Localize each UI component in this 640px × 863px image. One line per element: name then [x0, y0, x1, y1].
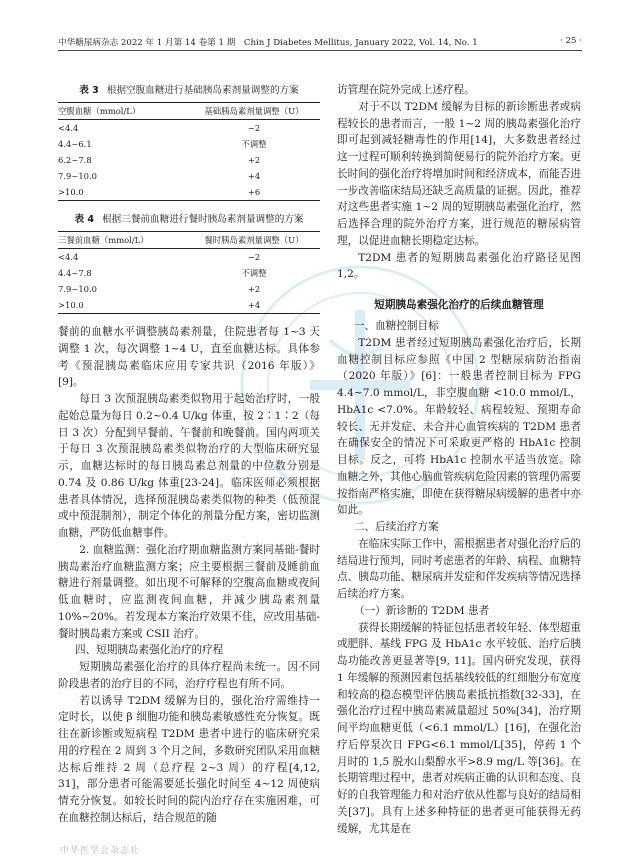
table-cell: 7.9~10.0	[58, 284, 97, 294]
table-cell: <4.4	[58, 252, 79, 262]
paragraph: 2. 血糖监测：强化治疗期血糖监测方案同基础-餐时胰岛素治疗血糖监测方案；应主要根据三餐前及睡前血糖进行剂量调整。如出现不可解释的空腹高血糖或夜间低血糖时，应监测夜间血糖，并减少胰岛素剂量 10%~20%。若发现本方案治疗效果不佳，应改用基础-餐时胰岛素方案或 CSII 治疗。	[58, 543, 320, 640]
table-header-row	[58, 103, 320, 120]
paragraph: 若以诱导 T2DM 缓解为目的，强化治疗需维持一定时长，以使 β 细胞功能和胰岛素敏感性充分恢复。既往在新诊断或短病程 T2DM 患者中进行的临床研究采用的疗程在 2 周到 3 个月之间，多数研究团队采用血糖达标后维持 2 周（总疗程 2~3 周）的疗程[4,12, 31]，部分患者可能需要延长强化时间至 4~12 周使病情充分恢复。如较长时间的院内治疗存在实施困难，可在血糖控制达标后，结合规范的随	[58, 694, 320, 824]
paragraph: 获得长期缓解的特征包括患者较年轻、体型超重或肥胖、基线 FPG 及 HbA1c 水平较低、治疗后胰岛功能改善更显著等[9, 11]。国内研究发现，获得 1 年缓解的预测因素包括基线较低的红细胞分布宽度和较高的稳态模型评估胰岛素抵抗指数[32-33]，在强化治疗过程中胰岛素减量超过 50%[34]，治疗期间平均血糖更低（<6.1 mmol/L）[16]，在强化治疗后停泵次日 FPG<6.1 mmol/L[35]，停药 1 个月时的 1,5 脱水山梨醇水平>8.9 mg/L 等[36]。在长期管理过程中，患者对疾病正确的认识和态度、良好的自我管理能力和对治疗依从性都与良好的结局相关[37]。具有上述多种特征的患者更可能获得无药缓解，尤其是在	[337, 621, 581, 835]
right-column	[337, 82, 581, 837]
table-cell: 7.9~10.0	[58, 171, 97, 181]
publisher-logo: 中华医学会杂志社	[60, 846, 141, 856]
table-row	[58, 120, 320, 137]
table-4-label: 表 4	[74, 214, 95, 225]
table-row	[58, 184, 320, 201]
left-column	[58, 82, 320, 827]
table-cell: +4	[247, 171, 261, 181]
table-cell: −2	[247, 123, 261, 133]
table-header-cell: 空腹血糖（mmol/L）	[58, 106, 141, 116]
paragraph: T2DM 患者经过短期胰岛素强化治疗后，长期血糖控制目标应参照《中国 2 型糖尿病防治指南（2020 年版）》[6]：一般患者控制目标为 FPG 4.4~7.0 mmol/L，非空腹血糖 <10.0 mmol/L，HbA1c <7.0%。年龄较轻、病程较短、预期寿命较长、无并发症、未合并心血管疾病的 T2DM 患者在确保安全的情况下可采取更严格的 HbA1c 控制目标。反之，可将 HbA1c 控制水平适当放宽。除血糖之外，其他心脑血管疾病危险因素的管理仍需要按指南严格实施，即使在获得糖尿病缓解的患者中亦如此。	[337, 336, 581, 517]
table-3-caption-text: 根据空腹血糖进行基础胰岛素剂量调整的方案	[106, 85, 299, 96]
table-3-label: 表 3	[79, 85, 99, 96]
table-row	[58, 152, 320, 168]
table-row	[58, 297, 320, 314]
table-cell: +2	[247, 284, 261, 294]
table-row	[58, 168, 320, 184]
table-cell: +2	[247, 155, 261, 165]
page-number: · 25 ·	[560, 36, 582, 46]
table-cell: 不调整	[241, 268, 267, 278]
table-header-cell: 三餐前血糖（mmol/L）	[58, 235, 149, 245]
table-cell: 不调整	[241, 139, 267, 149]
subsection-heading: 四、短期胰岛素强化治疗的疗程	[74, 644, 224, 657]
table-cell: >10.0	[58, 187, 84, 197]
table-3-caption	[58, 82, 320, 96]
table-row	[58, 136, 320, 152]
subsection-heading: （一）新诊断的 T2DM 患者	[353, 604, 490, 617]
section-title: 短期胰岛素强化治疗的后续血糖管理	[374, 299, 544, 311]
paragraph: 每日 3 次预混胰岛素类似物用于起始治疗时，一般起始总量为每日 0.2~0.4 U/kg 体重，按 2∶1∶2（每日 3 次）分配到早餐前、午餐前和晚餐前。国内两项关于每日 3 次预混胰岛素类似物治疗的大型临床研究显示，血糖达标时的每日胰岛素总剂量的中位数分别是 0.74 及 0.86 U/kg 体重[23-24]。临床医师必须根据患者具体情况，选择预混胰岛素类似物的种类（低预混或中预混制剂），制定个体化的剂量分配方案，密切监测血糖，严防低血糖事件。	[58, 393, 320, 539]
table-cell: 4.4~7.8	[58, 268, 92, 278]
table-header-cell: 基础胰岛素剂量调整（U）	[204, 106, 304, 116]
table-cell: 6.2~7.8	[58, 155, 92, 165]
paragraph: T2DM 患者的短期胰岛素强化治疗路径见图 1,2。	[337, 251, 581, 281]
running-header	[58, 36, 582, 51]
paragraph: 短期胰岛素强化治疗的具体疗程尚未统一。因不同阶段患者的治疗目的不同，治疗疗程也有所不同。	[58, 661, 320, 690]
table-cell: +6	[247, 187, 261, 197]
table-cell: >10.0	[58, 300, 84, 310]
table-row	[58, 281, 320, 297]
table-3	[58, 102, 320, 201]
table-header-row	[58, 232, 320, 249]
table-4	[58, 231, 320, 314]
table-cell: 4.4~6.1	[58, 139, 92, 149]
table-cell: <4.4	[58, 123, 79, 133]
paragraph: 在临床实际工作中，需根据患者对强化治疗后的结局进行预判，同时考虑患者的年龄、病程、血糖特点、胰岛功能、糖尿病并发症和伴发疾病等情况选择后续治疗方案。	[337, 537, 581, 600]
journal-citation: 中华糖尿病杂志 2022 年 1 月第 14 卷第 1 期 Chin J Diabetes Mellitus, January 2022, Vol. 14, No. 1	[58, 38, 478, 48]
table-row	[58, 249, 320, 266]
table-cell: +4	[247, 300, 261, 310]
paragraph: 餐前的血糖水平调整胰岛素剂量，住院患者每 1~3 天调整 1 次，每次调整 1~4 U，直至血糖达标。具体参考《预混胰岛素临床应用专家共识（2016 年版）》[9]。	[58, 326, 320, 389]
paragraph: 访管理在院外完成上述疗程。	[337, 84, 475, 96]
table-4-caption-text: 根据三餐前血糖进行餐时胰岛素剂量调整的方案	[102, 214, 304, 225]
table-4-caption	[58, 211, 320, 225]
table-cell: −2	[247, 252, 261, 262]
subsection-heading: 一、血糖控制目标	[353, 320, 439, 332]
paragraph: 对于不以 T2DM 缓解为目标的新诊断患者或病程较长的患者而言，一般 1~2 周的胰岛素强化治疗即可起到减轻糖毒性的作用[14]，大多数患者经过这一过程可顺利转换到简便易行的院外治疗方案。更长时间的强化治疗将增加时间和经济成本，而能否进一步改善临床结局还缺乏高质量的证据。因此，推荐对这些患者实施 1~2 周的短期胰岛素强化治疗，然后选择合理的院外治疗方案，进行规范的糖尿病管理，以促进血糖长期稳定达标。	[337, 100, 581, 247]
table-header-cell: 餐时胰岛素剂量调整（U）	[204, 235, 304, 245]
subsection-heading: 二、后续治疗方案	[353, 521, 439, 533]
table-row	[58, 265, 320, 281]
